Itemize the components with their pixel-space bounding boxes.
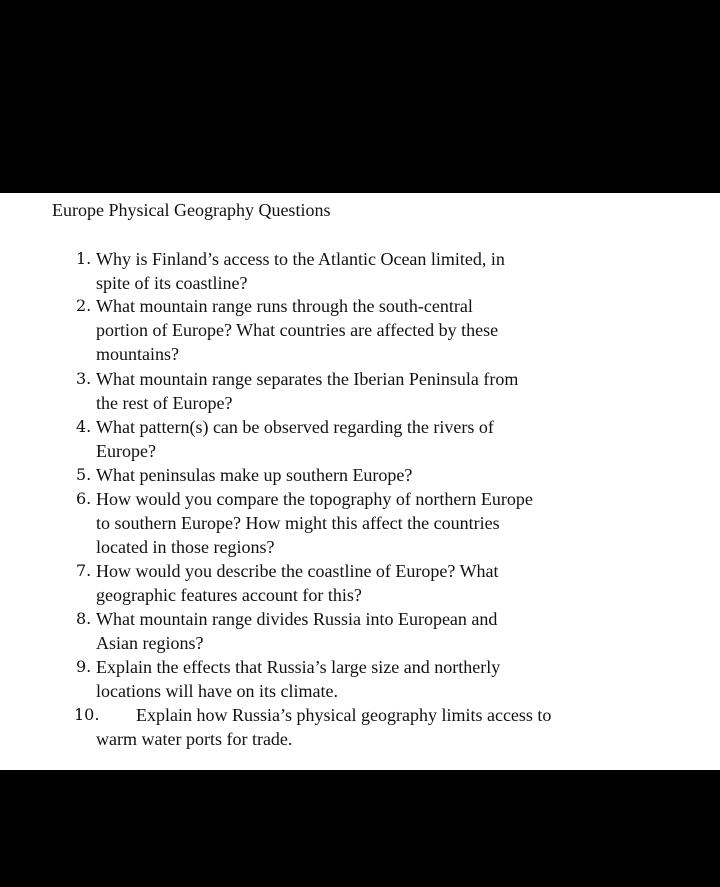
question-text: What pattern(s) can be observed regarding the rivers of Europe? (96, 417, 494, 461)
question-text: What mountain range divides Russia into European and Asian regions? (96, 609, 498, 653)
question-text: How would you compare the topography of northern Europe to southern Europe? How might this affect the countries located in those regions? (96, 489, 533, 557)
question-text: Explain the effects that Russia’s large size and northerly locations will have on its climate. (96, 657, 501, 701)
question-item (76, 294, 696, 366)
question-number: 9. (76, 657, 92, 676)
question-item (76, 607, 696, 655)
question-item (76, 655, 696, 703)
document-page (0, 193, 720, 770)
question-item (76, 703, 696, 751)
question-item (76, 463, 696, 487)
question-item (76, 415, 696, 463)
question-number: 1. (76, 249, 92, 268)
question-text: What peninsulas make up southern Europe? (96, 465, 413, 485)
question-item (76, 487, 696, 559)
question-text: Why is Finland’s access to the Atlantic Ocean limited, in spite of its coastline? (96, 249, 505, 293)
question-number: 3. (76, 369, 92, 388)
question-item (76, 559, 696, 607)
question-text: What mountain range runs through the south-central portion of Europe? What countries are affected by these mountains? (96, 296, 499, 364)
question-text: Explain how Russia’s physical geography limits access to warm water ports for trade. (96, 705, 552, 749)
question-text: What mountain range separates the Iberian Peninsula from the rest of Europe? (96, 369, 519, 413)
question-number: 4. (76, 417, 92, 436)
question-item (76, 247, 696, 295)
question-number: 6. (76, 489, 92, 508)
question-text: How would you describe the coastline of Europe? What geographic features account for this? (96, 561, 499, 605)
question-number: 8. (76, 609, 92, 628)
question-item (76, 367, 696, 415)
question-number: 10. (74, 705, 100, 724)
question-number: 2. (76, 296, 92, 315)
document-title: Europe Physical Geography Questions (52, 200, 331, 220)
question-number: 7. (76, 561, 92, 580)
question-number: 5. (76, 465, 92, 484)
